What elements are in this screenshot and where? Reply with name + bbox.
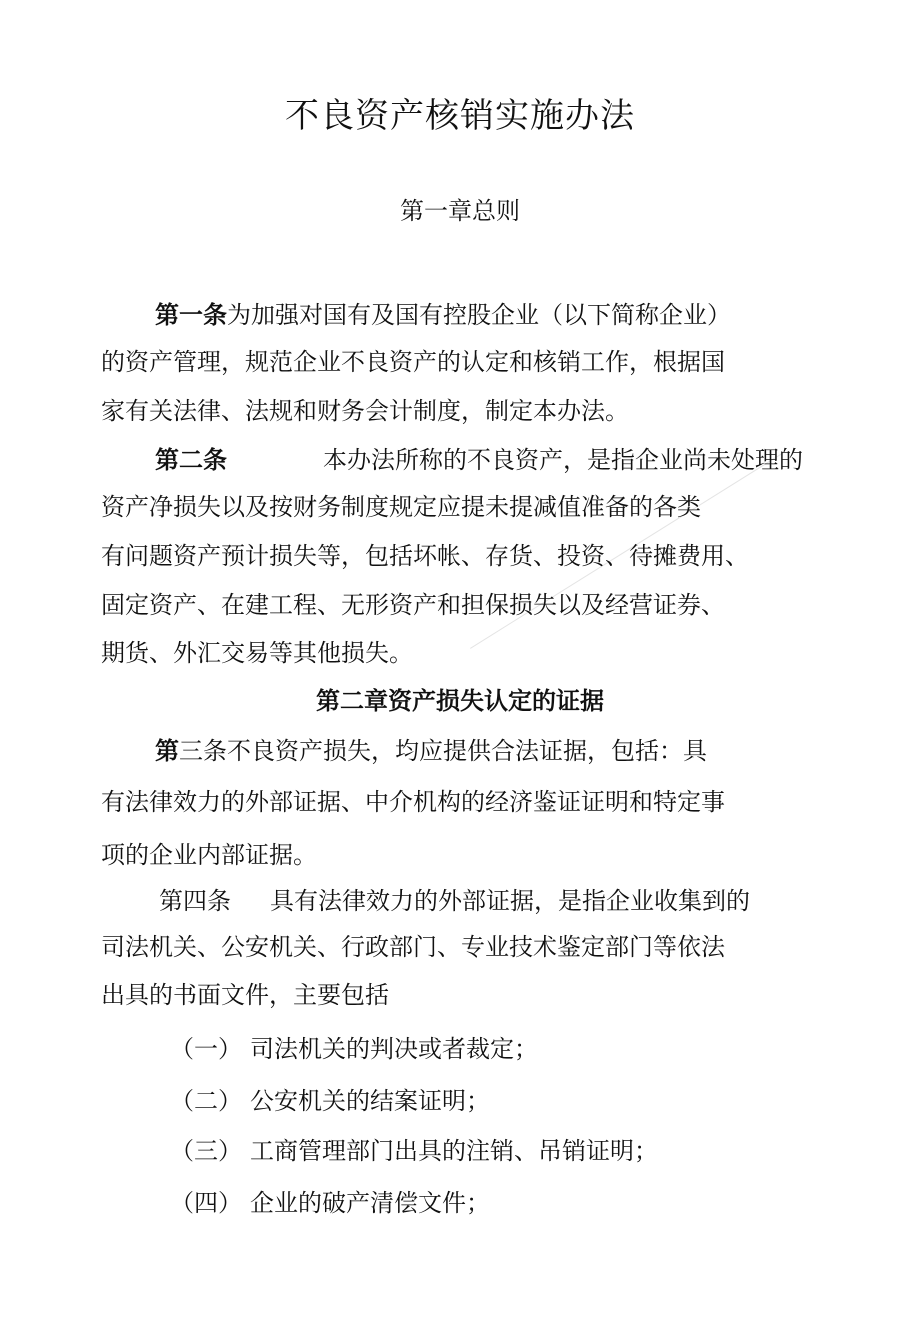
article-4-line-3: 出具的书面文件，主要包括 <box>101 981 389 1009</box>
article-1-line-3: 家有关法律、法规和财务会计制度，制定本办法。 <box>101 397 629 425</box>
list-item-text: 工商管理部门出具的注销、吊销证明； <box>250 1137 658 1165</box>
article-3-line-2: 有法律效力的外部证据、中介机构的经济鉴证证明和特定事 <box>101 788 725 816</box>
list-item <box>170 1136 658 1166</box>
list-item-text: 司法机关的判决或者裁定； <box>250 1035 538 1063</box>
article-2-line-4: 固定资产、在建工程、无形资产和担保损失以及经营证券、 <box>101 591 725 619</box>
list-item-text: 公安机关的结案证明； <box>250 1087 490 1115</box>
article-1-line-1: 第一条为加强对国有及国有控股企业（以下简称企业） <box>155 300 731 329</box>
article-3-label: 第 <box>155 736 179 765</box>
article-3-line-1: 第三条不良资产损失，均应提供合法证据，包括：具 <box>155 736 707 765</box>
list-item <box>170 1034 538 1064</box>
list-item <box>170 1188 490 1218</box>
chapter-heading-2: 第二章资产损失认定的证据 <box>316 686 604 715</box>
article-1-label: 第一条 <box>155 300 227 329</box>
list-item-number: （一） <box>170 1035 242 1063</box>
article-1-line-2: 的资产管理，规范企业不良资产的认定和核销工作，根据国 <box>101 348 725 376</box>
article-2-line-1: 本办法所称的不良资产，是指企业尚未处理的 <box>323 446 803 474</box>
chapter-heading-1: 第一章总则 <box>400 197 520 225</box>
document-title: 不良资产核销实施办法 <box>285 96 635 136</box>
list-item <box>170 1086 490 1116</box>
article-2-line-3: 有问题资产预计损失等，包括坏帐、存货、投资、待摊费用、 <box>101 542 749 570</box>
article-2-line-2: 资产净损失以及按财务制度规定应提未提减值准备的各类 <box>101 493 701 521</box>
list-item-number: （四） <box>170 1189 242 1217</box>
list-item-number: （三） <box>170 1137 242 1165</box>
article-4-line-2: 司法机关、公安机关、行政部门、专业技术鉴定部门等依法 <box>101 933 725 961</box>
article-2-line-5: 期货、外汇交易等其他损失。 <box>101 639 413 667</box>
article-2-label: 第二条 <box>155 445 227 474</box>
article-3-line-3: 项的企业内部证据。 <box>101 841 317 869</box>
article-4-line-1: 具有法律效力的外部证据，是指企业收集到的 <box>270 887 750 915</box>
article-4-label: 第四条 <box>159 887 231 915</box>
list-item-number: （二） <box>170 1087 242 1115</box>
list-item-text: 企业的破产清偿文件； <box>250 1189 490 1217</box>
